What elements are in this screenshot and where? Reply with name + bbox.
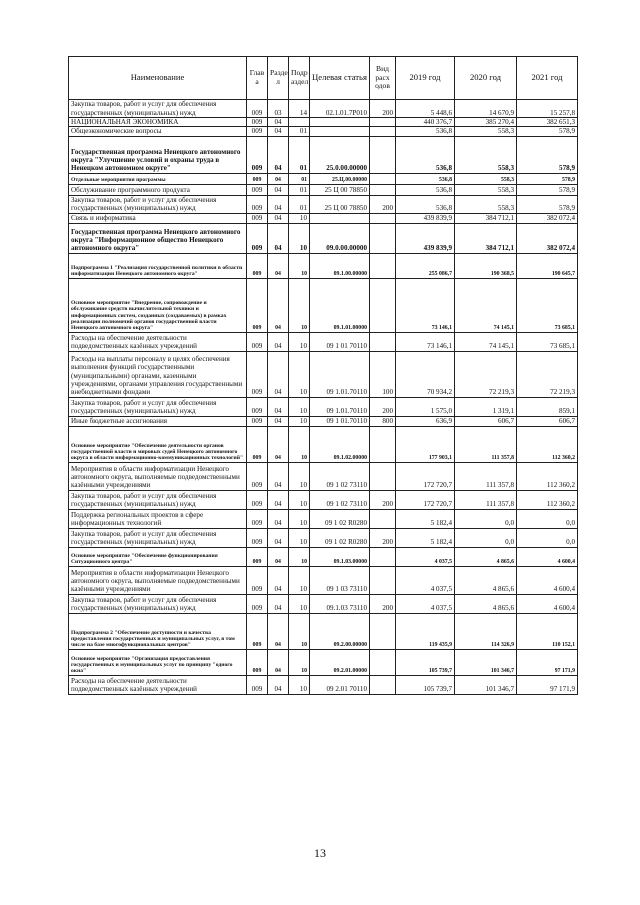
cell-target-article: 02.1.01.7Р010	[310, 100, 370, 118]
cell-expense-type	[370, 332, 396, 351]
col-header-2021: 2021 год	[517, 57, 578, 100]
cell-glava: 009	[247, 528, 268, 547]
cell-expense-type: 200	[370, 195, 396, 213]
cell-glava: 009	[247, 351, 268, 397]
cell-razdel: 04	[268, 351, 289, 397]
cell-2020: 0,0	[455, 528, 517, 547]
cell-2020: 558,3	[455, 195, 517, 213]
table-row	[69, 351, 578, 397]
cell-expense-type	[370, 136, 396, 173]
cell-2020: 74 145,1	[455, 278, 517, 332]
cell-glava: 009	[247, 253, 268, 278]
cell-2021: 112 360,2	[517, 462, 578, 490]
cell-razdel: 04	[268, 213, 289, 223]
cell-podrazdel: 10	[289, 278, 310, 332]
cell-2021: 72 219,3	[517, 351, 578, 397]
col-header-podrazdel: Подр аздел	[289, 57, 310, 100]
cell-2020: 111 357,8	[455, 462, 517, 490]
cell-2021: 578,9	[517, 127, 578, 136]
cell-name: Мероприятия в области информатизации Ненецкого автономного округа, выполняемые подведомственными казёнными учреждениями	[69, 566, 247, 594]
cell-target-article	[310, 213, 370, 223]
cell-podrazdel: 10	[289, 509, 310, 528]
table-row	[69, 594, 578, 613]
cell-podrazdel: 10	[289, 397, 310, 416]
cell-razdel: 04	[268, 223, 289, 253]
table-row	[69, 490, 578, 509]
cell-podrazdel: 14	[289, 100, 310, 118]
cell-2019: 73 146,1	[396, 332, 455, 351]
table-row	[69, 127, 578, 136]
cell-2020: 14 670,9	[455, 100, 517, 118]
cell-podrazdel: 10	[289, 594, 310, 613]
cell-podrazdel: 01	[289, 173, 310, 184]
cell-2020: 74 145,1	[455, 332, 517, 351]
cell-2019: 255 086,7	[396, 253, 455, 278]
cell-expense-type	[370, 462, 396, 490]
cell-podrazdel: 01	[289, 136, 310, 173]
cell-name: Расходы на обеспечение деятельности подведомственных казённых учреждений	[69, 675, 247, 694]
cell-name: Закупка товаров, работ и услуг для обеспечения государственных (муниципальных) нужд	[69, 195, 247, 213]
cell-2021: 382 651,3	[517, 118, 578, 127]
cell-expense-type: 200	[370, 528, 396, 547]
cell-2021: 112 360,2	[517, 426, 578, 462]
cell-2020: 4 865,6	[455, 594, 517, 613]
cell-2020: 558,3	[455, 184, 517, 195]
col-header-expense-type: Вид расх одов	[370, 57, 396, 100]
cell-2021: 110 152,1	[517, 613, 578, 649]
cell-glava: 009	[247, 462, 268, 490]
cell-2019: 4 037,5	[396, 566, 455, 594]
cell-podrazdel: 10	[289, 332, 310, 351]
cell-name: Общеэкономические вопросы	[69, 127, 247, 136]
cell-glava: 009	[247, 223, 268, 253]
cell-2021: 382 072,4	[517, 223, 578, 253]
table-row	[69, 278, 578, 332]
cell-2021: 578,9	[517, 184, 578, 195]
cell-2019: 5 182,4	[396, 528, 455, 547]
cell-2021: 578,9	[517, 195, 578, 213]
cell-name: Основное мероприятие "Внедрение, сопровождение и обслуживание средств вычислительной техники и информационных систем, созданных (создаваемых) в рамках реализации полномочий органов государственной власти Ненецкого автономного округа"	[69, 278, 247, 332]
cell-2021: 0,0	[517, 509, 578, 528]
cell-expense-type: 200	[370, 490, 396, 509]
cell-2019: 119 435,9	[396, 613, 455, 649]
cell-name: Основное мероприятие "Обеспечение функционирования Ситуационного центра"	[69, 547, 247, 566]
cell-2020: 101 346,7	[455, 675, 517, 694]
cell-2019: 1 575,0	[396, 397, 455, 416]
cell-2021: 382 072,4	[517, 213, 578, 223]
cell-2020: 101 346,7	[455, 649, 517, 675]
cell-glava: 009	[247, 118, 268, 127]
cell-glava: 009	[247, 100, 268, 118]
cell-target-article: 09 1 02 R0280	[310, 528, 370, 547]
cell-podrazdel: 10	[289, 613, 310, 649]
cell-expense-type	[370, 173, 396, 184]
cell-target-article: 09.1.00.00000	[310, 253, 370, 278]
cell-2020: 72 219,3	[455, 351, 517, 397]
cell-name: Подпрограмма 2 "Обеспечение доступности и качества предоставления государственных и муниципальных услуг, в том числе на базе многофункциональных центров"	[69, 613, 247, 649]
cell-podrazdel: 10	[289, 462, 310, 490]
cell-2021: 15 257,8	[517, 100, 578, 118]
table-row	[69, 613, 578, 649]
cell-2019: 536,8	[396, 195, 455, 213]
cell-name: Закупка товаров, работ и услуг для обеспечения государственных (муниципальных) нужд	[69, 490, 247, 509]
cell-razdel: 04	[268, 566, 289, 594]
cell-2021: 97 171,9	[517, 675, 578, 694]
cell-2019: 439 839,9	[396, 223, 455, 253]
cell-razdel: 04	[268, 195, 289, 213]
cell-target-article	[310, 127, 370, 136]
cell-2019: 536,8	[396, 136, 455, 173]
cell-2019: 636,9	[396, 416, 455, 426]
cell-razdel: 04	[268, 649, 289, 675]
cell-razdel: 04	[268, 613, 289, 649]
cell-razdel: 04	[268, 426, 289, 462]
cell-2020: 384 712,1	[455, 223, 517, 253]
cell-target-article: 09 1.01.70110	[310, 351, 370, 397]
cell-name: Закупка товаров, работ и услуг для обеспечения государственных (муниципальных) нужд	[69, 528, 247, 547]
cell-2020: 4 865,6	[455, 566, 517, 594]
cell-glava: 009	[247, 184, 268, 195]
cell-target-article: 09.1.03.00000	[310, 547, 370, 566]
cell-2019: 172 720,7	[396, 490, 455, 509]
cell-2019: 5 182,4	[396, 509, 455, 528]
cell-target-article: 09.0.00.00000	[310, 223, 370, 253]
cell-2019: 4 037,5	[396, 547, 455, 566]
cell-target-article: 25 Ц 00 78850	[310, 184, 370, 195]
cell-name: Закупка товаров, работ и услуг для обеспечения государственных (муниципальных) нужд	[69, 397, 247, 416]
cell-podrazdel: 10	[289, 426, 310, 462]
cell-podrazdel: 10	[289, 253, 310, 278]
cell-glava: 009	[247, 649, 268, 675]
cell-razdel: 04	[268, 278, 289, 332]
cell-2019: 177 903,1	[396, 426, 455, 462]
table-row	[69, 462, 578, 490]
cell-2020: 385 270,4	[455, 118, 517, 127]
cell-expense-type	[370, 547, 396, 566]
cell-podrazdel: 10	[289, 490, 310, 509]
cell-2021: 73 685,1	[517, 278, 578, 332]
cell-2020: 111 357,8	[455, 426, 517, 462]
cell-podrazdel: 01	[289, 195, 310, 213]
cell-name: Расходы на обеспечение деятельности подведомственных казённых учреждений	[69, 332, 247, 351]
cell-target-article: 25.0.00.00000	[310, 136, 370, 173]
cell-name: Основное мероприятие "Обеспечение деятельности органов государственной власти и мировых судей Ненецкого автономного округа в области информационно-коммуникационных технологий"	[69, 426, 247, 462]
cell-2020: 606,7	[455, 416, 517, 426]
cell-2021: 0,0	[517, 528, 578, 547]
cell-2021: 112 360,2	[517, 490, 578, 509]
table-row	[69, 213, 578, 223]
cell-name: Закупка товаров, работ и услуг для обеспечения государственных (муниципальных) нужд	[69, 100, 247, 118]
cell-2019: 70 934,2	[396, 351, 455, 397]
cell-expense-type	[370, 509, 396, 528]
table-row	[69, 195, 578, 213]
table-row	[69, 173, 578, 184]
table-row	[69, 426, 578, 462]
cell-podrazdel: 10	[289, 416, 310, 426]
cell-expense-type	[370, 213, 396, 223]
cell-2019: 4 037,5	[396, 594, 455, 613]
cell-expense-type: 200	[370, 397, 396, 416]
cell-2020: 558,3	[455, 136, 517, 173]
cell-name: Подпрограмма 1 "Реализация государственной политики в области информатизации Ненецкого автономного округа"	[69, 253, 247, 278]
cell-glava: 009	[247, 213, 268, 223]
cell-2020: 558,3	[455, 173, 517, 184]
cell-2021: 859,1	[517, 397, 578, 416]
cell-expense-type: 800	[370, 416, 396, 426]
cell-2021: 190 645,7	[517, 253, 578, 278]
cell-razdel: 04	[268, 462, 289, 490]
table-row	[69, 675, 578, 694]
table-row	[69, 184, 578, 195]
budget-table	[68, 56, 578, 695]
cell-razdel: 04	[268, 594, 289, 613]
cell-name: Связь и информатика	[69, 213, 247, 223]
cell-target-article: 09 2.01 70110	[310, 675, 370, 694]
cell-glava: 009	[247, 613, 268, 649]
cell-expense-type	[370, 253, 396, 278]
cell-name: НАЦИОНАЛЬНАЯ ЭКОНОМИКА	[69, 118, 247, 127]
cell-razdel: 04	[268, 127, 289, 136]
table-row	[69, 397, 578, 416]
cell-2020: 384 712,1	[455, 213, 517, 223]
cell-target-article: 09.2.00.00000	[310, 613, 370, 649]
table-row	[69, 509, 578, 528]
cell-glava: 009	[247, 547, 268, 566]
cell-razdel: 03	[268, 100, 289, 118]
cell-glava: 009	[247, 195, 268, 213]
cell-target-article: 09 1 02 73110	[310, 490, 370, 509]
cell-name: Обслуживание программного продукта	[69, 184, 247, 195]
cell-razdel: 04	[268, 173, 289, 184]
cell-target-article: 09 1 02 73110	[310, 462, 370, 490]
cell-2020: 0,0	[455, 509, 517, 528]
cell-2019: 536,8	[396, 184, 455, 195]
cell-target-article: 09 1.01.70110	[310, 397, 370, 416]
cell-2021: 4 600,4	[517, 566, 578, 594]
cell-expense-type	[370, 566, 396, 594]
cell-target-article: 25.Ц.00.00000	[310, 173, 370, 184]
table-row	[69, 528, 578, 547]
cell-name: Государственная программа Ненецкого автономного округа "Улучшение условий и охраны труда в Ненецком автономном округе"	[69, 136, 247, 173]
cell-razdel: 04	[268, 136, 289, 173]
cell-target-article	[310, 118, 370, 127]
cell-expense-type	[370, 127, 396, 136]
cell-target-article: 09.1.01.00000	[310, 278, 370, 332]
cell-target-article: 09 1 01.70110	[310, 416, 370, 426]
cell-name: Государственная программа Ненецкого автономного округа "Информационное общество Ненецкого автономного округа"	[69, 223, 247, 253]
cell-target-article: 09.1.02.00000	[310, 426, 370, 462]
cell-podrazdel: 10	[289, 223, 310, 253]
cell-2019: 536,8	[396, 127, 455, 136]
cell-2021: 97 171,9	[517, 649, 578, 675]
cell-2019: 440 376,7	[396, 118, 455, 127]
cell-name: Закупка товаров, работ и услуг для обеспечения государственных (муниципальных) нужд	[69, 594, 247, 613]
cell-2021: 606,7	[517, 416, 578, 426]
table-row	[69, 100, 578, 118]
cell-podrazdel: 10	[289, 528, 310, 547]
cell-podrazdel: 01	[289, 127, 310, 136]
cell-name: Поддержка региональных проектов в сфере информационных технологий	[69, 509, 247, 528]
cell-glava: 009	[247, 566, 268, 594]
cell-razdel: 04	[268, 416, 289, 426]
table-row	[69, 332, 578, 351]
cell-2020: 558,3	[455, 127, 517, 136]
cell-2021: 4 600,4	[517, 594, 578, 613]
col-header-name: Наименование	[69, 57, 247, 100]
cell-name: Расходы на выплаты персоналу в целях обеспечения выполнения функций государственными (муниципальными) органами, казенными учреждениями, органами управления государственными внебюджетными фондами	[69, 351, 247, 397]
cell-2021: 578,9	[517, 136, 578, 173]
cell-razdel: 04	[268, 675, 289, 694]
cell-name: Основное мероприятие "Организация предоставления государственных и муниципальных услуг по принципу "одного окна"	[69, 649, 247, 675]
cell-target-article: 25 Ц 00 78850	[310, 195, 370, 213]
cell-2019: 172 720,7	[396, 462, 455, 490]
cell-razdel: 04	[268, 253, 289, 278]
cell-expense-type: 200	[370, 100, 396, 118]
cell-expense-type	[370, 278, 396, 332]
cell-expense-type	[370, 613, 396, 649]
cell-glava: 009	[247, 490, 268, 509]
cell-glava: 009	[247, 173, 268, 184]
table-row	[69, 253, 578, 278]
cell-podrazdel: 10	[289, 351, 310, 397]
cell-2019: 536,8	[396, 173, 455, 184]
cell-glava: 009	[247, 416, 268, 426]
cell-expense-type	[370, 223, 396, 253]
cell-podrazdel: 10	[289, 547, 310, 566]
cell-2019: 73 146,1	[396, 278, 455, 332]
cell-expense-type	[370, 426, 396, 462]
table-row	[69, 118, 578, 127]
cell-target-article: 09 1 01 70110	[310, 332, 370, 351]
cell-razdel: 04	[268, 509, 289, 528]
cell-razdel: 04	[268, 397, 289, 416]
cell-razdel: 04	[268, 332, 289, 351]
cell-razdel: 04	[268, 547, 289, 566]
cell-name: Мероприятия в области информатизации Ненецкого автономного округа, выполняемые подведомственными казёнными учреждениями	[69, 462, 247, 490]
col-header-glava: Глав а	[247, 57, 268, 100]
cell-glava: 009	[247, 278, 268, 332]
cell-2019: 105 739,7	[396, 675, 455, 694]
cell-2020: 4 865,6	[455, 547, 517, 566]
cell-expense-type	[370, 649, 396, 675]
cell-glava: 009	[247, 136, 268, 173]
cell-2021: 578,9	[517, 173, 578, 184]
table-header-row	[69, 57, 578, 100]
col-header-target-article: Целевая статья	[310, 57, 370, 100]
cell-name: Отдельные мероприятия программы	[69, 173, 247, 184]
cell-podrazdel: 10	[289, 649, 310, 675]
cell-2020: 111 357,8	[455, 490, 517, 509]
cell-glava: 009	[247, 509, 268, 528]
table-row	[69, 566, 578, 594]
cell-glava: 009	[247, 332, 268, 351]
cell-glava: 009	[247, 675, 268, 694]
col-header-2020: 2020 год	[455, 57, 517, 100]
cell-2019: 5 448,6	[396, 100, 455, 118]
cell-2020: 114 326,9	[455, 613, 517, 649]
cell-glava: 009	[247, 426, 268, 462]
table-row	[69, 649, 578, 675]
cell-glava: 009	[247, 594, 268, 613]
cell-expense-type	[370, 675, 396, 694]
cell-expense-type: 200	[370, 594, 396, 613]
cell-razdel: 04	[268, 118, 289, 127]
cell-target-article: 09 1 03 73110	[310, 566, 370, 594]
cell-razdel: 04	[268, 528, 289, 547]
cell-name: Иные бюджетные ассигнования	[69, 416, 247, 426]
page-number: 13	[314, 846, 326, 860]
cell-target-article: 09 1 02 R0280	[310, 509, 370, 528]
cell-2020: 190 368,5	[455, 253, 517, 278]
col-header-2019: 2019 год	[396, 57, 455, 100]
cell-2020: 1 319,1	[455, 397, 517, 416]
cell-podrazdel: 10	[289, 675, 310, 694]
cell-razdel: 04	[268, 184, 289, 195]
table-row	[69, 416, 578, 426]
cell-2019: 439 839,9	[396, 213, 455, 223]
table-body	[69, 100, 578, 695]
table-row	[69, 136, 578, 173]
cell-target-article: 09.1.03 73110	[310, 594, 370, 613]
cell-expense-type	[370, 118, 396, 127]
cell-expense-type: 100	[370, 351, 396, 397]
cell-glava: 009	[247, 127, 268, 136]
cell-podrazdel: 10	[289, 566, 310, 594]
table-row	[69, 223, 578, 253]
cell-expense-type	[370, 184, 396, 195]
table-row	[69, 547, 578, 566]
cell-razdel: 04	[268, 490, 289, 509]
cell-target-article: 09.2.01.00000	[310, 649, 370, 675]
cell-podrazdel	[289, 118, 310, 127]
col-header-razdel: Разде л	[268, 57, 289, 100]
cell-podrazdel: 10	[289, 213, 310, 223]
cell-2021: 4 600,4	[517, 547, 578, 566]
cell-podrazdel: 01	[289, 184, 310, 195]
cell-2019: 105 739,7	[396, 649, 455, 675]
cell-2021: 73 685,1	[517, 332, 578, 351]
cell-glava: 009	[247, 397, 268, 416]
